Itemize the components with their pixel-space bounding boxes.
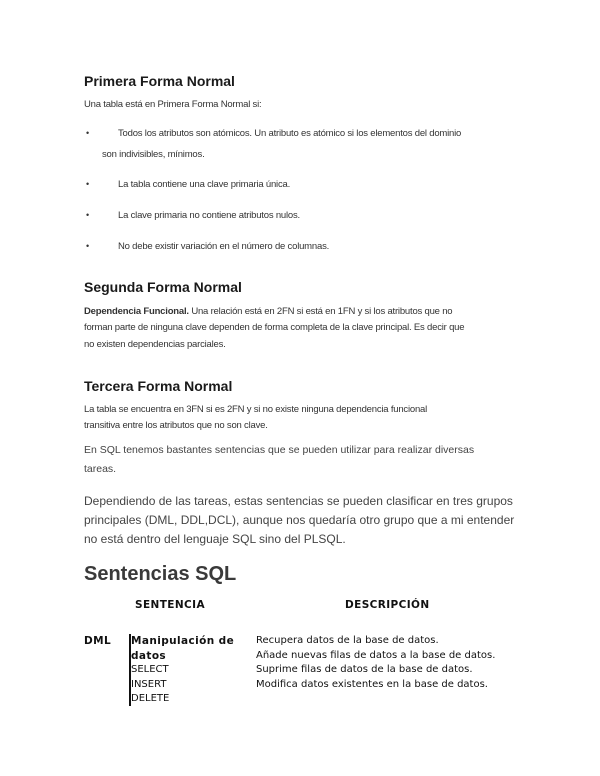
paragraph-line: principales (DML, DDL,DCL), aunque nos quedaría otro grupo que a mi entender	[84, 513, 515, 527]
command-cell	[131, 634, 234, 707]
category-label: Manipulación de	[131, 635, 235, 647]
bullet-icon: •	[86, 241, 90, 251]
paragraph-line	[84, 306, 452, 317]
list-item-text-cont: son indivisibles, mínimos.	[102, 149, 205, 160]
paragraph-line: Dependiendo de las tareas, estas sentencias se pueden clasificar en tres grupos	[84, 494, 513, 508]
paragraph-line: La tabla se encuentra en 3FN si es 2FN y si no existe ninguna dependencia funcional	[84, 404, 428, 415]
bullet-icon: •	[86, 179, 90, 189]
paragraph-line: forman parte de ninguna clave dependen de forma completa de la clave principal. Es decir que	[84, 322, 465, 333]
paragraph-line: no está dentro del lenguaje SQL sino del PLSQL.	[84, 532, 346, 546]
intro-primera-forma: Una tabla está en Primera Forma Normal si:	[84, 99, 262, 110]
paragraph-line: no existen dependencias parciales.	[84, 339, 226, 350]
list-item-text: No debe existir variación en el número de columnas.	[118, 241, 330, 252]
description-line: Suprime filas de datos de la base de datos.	[256, 664, 473, 675]
command-delete: DELETE	[131, 693, 170, 704]
bullet-icon: •	[86, 210, 90, 220]
command-insert: INSERT	[131, 678, 167, 690]
list-item-text: Todos los atributos son atómicos. Un atributo es atómico si los elementos del dominio	[118, 128, 462, 139]
paragraph-line: tareas.	[84, 463, 117, 475]
category-label-cont: datos	[131, 649, 167, 662]
heading-primera-forma-normal: Primera Forma Normal	[84, 73, 235, 89]
paragraph-line: En SQL tenemos bastantes sentencias que se pueden utilizar para realizar diversas	[84, 444, 475, 456]
bold-lead: Dependencia Funcional.	[84, 306, 189, 317]
bullet-icon: •	[86, 128, 90, 138]
description-line: Modifica datos existentes en la base de datos.	[256, 678, 488, 690]
paragraph-text: Una relación está en 2FN si está en 1FN y si los atributos que no	[188, 306, 453, 317]
heading-segunda-forma-normal: Segunda Forma Normal	[84, 279, 242, 295]
list-item-text: La clave primaria no contiene atributos nulos.	[118, 210, 300, 221]
description-line: Recupera datos de la base de datos.	[256, 635, 439, 646]
heading-sentencias-sql: Sentencias SQL	[84, 563, 237, 585]
column-header-descripcion: DESCRIPCIÓN	[345, 599, 430, 611]
description-line: Añade nuevas filas de datos a la base de datos.	[256, 649, 496, 661]
group-label-dml: DML	[84, 635, 112, 647]
column-header-sentencia: SENTENCIA	[135, 599, 205, 611]
command-select: SELECT	[131, 664, 169, 675]
paragraph-line: transitiva entre los atributos que no son clave.	[84, 420, 268, 431]
heading-tercera-forma-normal: Tercera Forma Normal	[84, 378, 233, 394]
description-cell	[256, 634, 495, 692]
list-item-text: La tabla contiene una clave primaria única.	[118, 179, 291, 190]
